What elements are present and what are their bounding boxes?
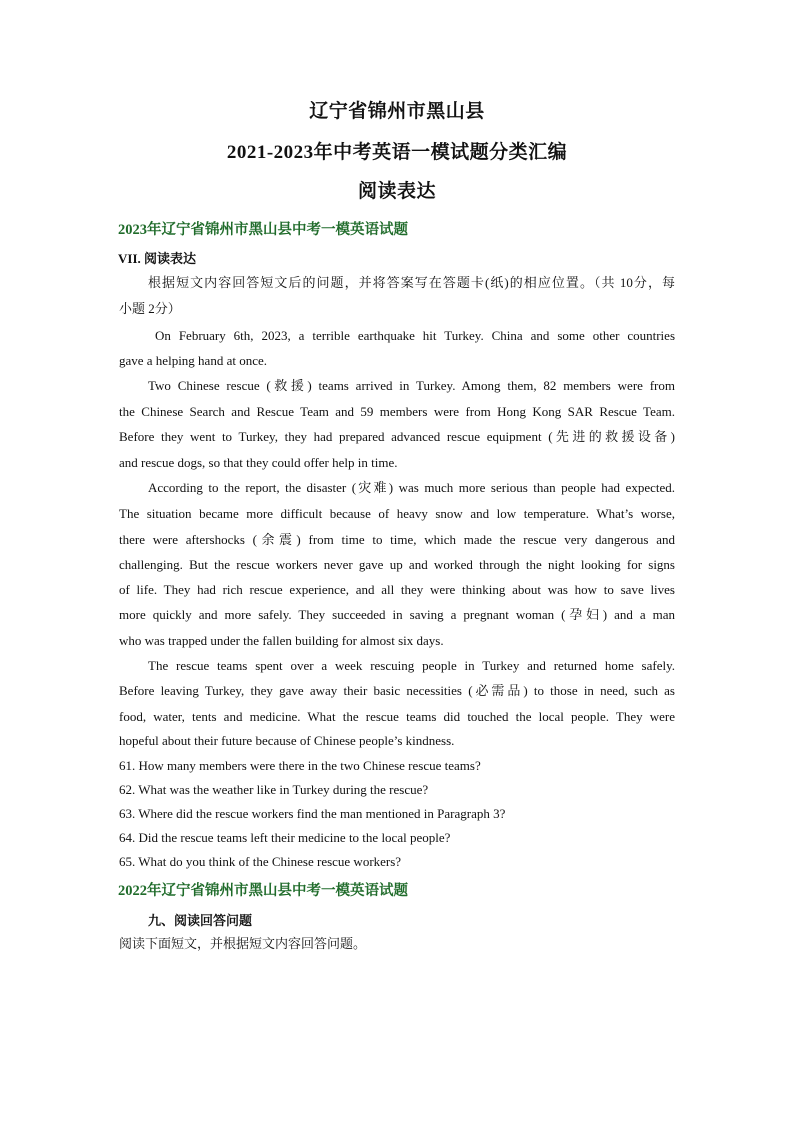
passage-line: Two Chinese rescue (救援) teams arrived in Turkey. Among them, 82 members were from bbox=[148, 378, 675, 393]
instruction-2022: 阅读下面短文，并根据短文内容回答问题。 bbox=[119, 936, 367, 951]
passage-line: of life. They had rich rescue experience, and all they were thinking about was how to save lives bbox=[119, 582, 675, 597]
passage-line: more quickly and more safely. They succeeded in saving a pregnant woman (孕妇) and a man bbox=[119, 607, 675, 622]
passage-line: challenging. But the rescue workers never gave up and worked through the night looking for signs bbox=[119, 557, 675, 572]
passage-line: food, water, tents and medicine. What the rescue teams did touched the local people. They were bbox=[119, 709, 675, 724]
passage-line: Before leaving Turkey, they gave away their basic necessities (必需品) to those in need, such as bbox=[119, 683, 675, 698]
instruction-line-1: 根据短文内容回答短文后的问题，并将答案写在答题卡(纸)的相应位置。（共 10分，每 bbox=[148, 275, 675, 290]
doc-title-topic: 阅读表达 bbox=[357, 181, 436, 202]
doc-title-main: 2021-2023年中考英语一模试题分类汇编 bbox=[226, 142, 568, 163]
passage-line: and rescue dogs, so that they could offer help in time. bbox=[119, 455, 398, 470]
passage-line: The situation became more difficult because of heavy snow and low temperature. What’s worse, bbox=[119, 506, 675, 521]
passage-line: the Chinese Search and Rescue Team and 59 members were from Hong Kong SAR Rescue Team. bbox=[119, 404, 675, 419]
section-heading-2022: 2022年辽宁省锦州市黑山县中考一模英语试题 bbox=[118, 883, 408, 899]
passage-line: who was trapped under the fallen building for almost six days. bbox=[119, 633, 444, 648]
instruction-line-2: 小题 2分） bbox=[119, 301, 181, 316]
passage-line: The rescue teams spent over a week rescuing people in Turkey and returned home safely. bbox=[148, 658, 675, 673]
passage-line: On February 6th, 2023, a terrible earthquake hit Turkey. China and some other countries bbox=[155, 328, 675, 343]
passage-line: there were aftershocks (余震) from time to time, which made the rescue very dangerous and bbox=[119, 532, 675, 547]
question-61: 61. How many members were there in the two Chinese rescue teams? bbox=[119, 758, 481, 773]
part-label-2022: 九、阅读回答问题 bbox=[148, 913, 253, 928]
question-64: 64. Did the rescue teams left their medicine to the local people? bbox=[119, 830, 451, 845]
passage-line: Before they went to Turkey, they had prepared advanced rescue equipment (先进的救援设备) bbox=[119, 429, 675, 444]
doc-title-region: 辽宁省锦州市黑山县 bbox=[309, 101, 485, 122]
passage-line: hopeful about their future because of Chinese people’s kindness. bbox=[119, 733, 455, 748]
question-63: 63. Where did the rescue workers find the man mentioned in Paragraph 3? bbox=[119, 806, 506, 821]
question-62: 62. What was the weather like in Turkey during the rescue? bbox=[119, 782, 429, 797]
passage-line: According to the report, the disaster (灾难) was much more serious than people had expected. bbox=[148, 480, 675, 495]
part-label-2023: VII. 阅读表达 bbox=[118, 251, 197, 266]
passage-line: gave a helping hand at once. bbox=[119, 353, 267, 368]
section-heading-2023: 2023年辽宁省锦州市黑山县中考一模英语试题 bbox=[118, 222, 408, 238]
question-65: 65. What do you think of the Chinese rescue workers? bbox=[119, 854, 402, 869]
